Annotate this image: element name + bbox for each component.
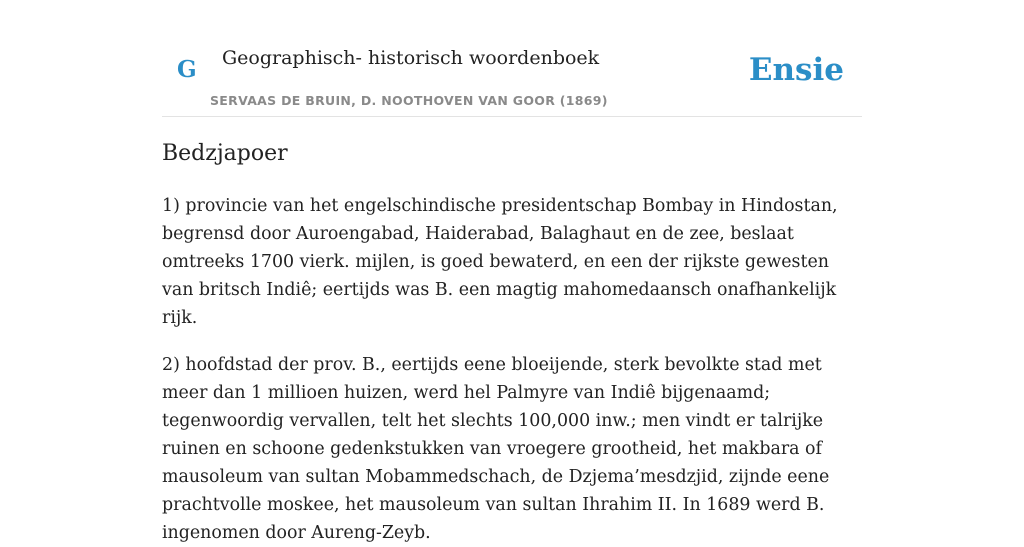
entry-paragraph-2: 2) hoofdstad der prov. B., eertijds eene bloeijende, sterk bevolkte stad met meer dan 1 millioen huizen, werd hel Palmyre van Indiê bijgenaamd; tegenwoordig vervallen, telt het slechts 100,000 inw.; men vindt er talrijke ruinen en schoone gedenkstukken van vroegere grootheid, het makbara of mausoleum van sultan Mobammedschach, de Dzjema’mesdzjid, zijnde eene prachtvolle moskee, het mausoleum van sultan Ihrahim II. In 1689 werd B. ingenomen door Aureng-Zeyb. [162, 355, 830, 543]
book-logo-icon[interactable]: G [177, 56, 197, 83]
entry-article [162, 136, 862, 547]
header [162, 0, 862, 117]
ensie-brand-logo[interactable]: Ensie [748, 52, 844, 88]
book-author: SERVAAS DE BRUIN, D. NOOTHOVEN VAN GOOR (1869) [210, 93, 608, 108]
entry-paragraph-1: 1) provincie van het engelschindische presidentschap Bombay in Hindostan, begrensd door Auroengabad, Haiderabad, Balaghaut en de zee, beslaat omtreeks 1700 vierk. mijlen, is goed bewaterd, en een der rijkste gewesten van britsch Indiê; eertijds was B. een magtig mahomedaansch onafhankelijk rijk. [162, 196, 838, 328]
book-title-link[interactable]: Geographisch- historisch woordenboek [222, 47, 600, 69]
entry-title: Bedzjapoer [162, 141, 288, 166]
